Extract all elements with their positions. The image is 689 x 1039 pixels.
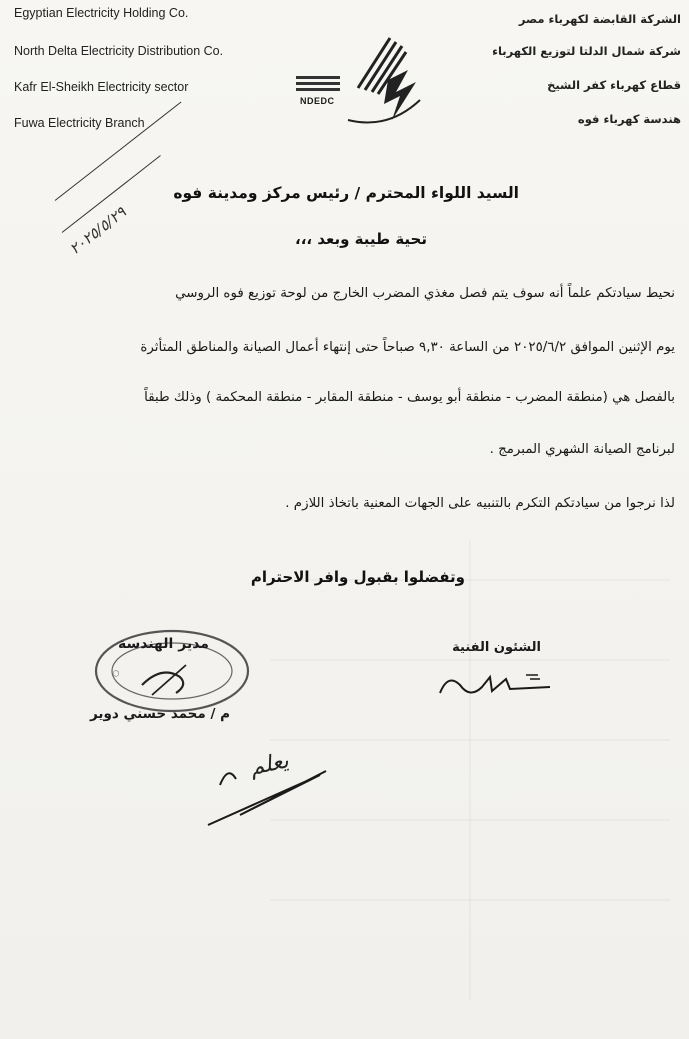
svg-text:○: ○ xyxy=(110,667,122,679)
engineering-manager-title: مدير الهندسة xyxy=(118,636,209,652)
handwritten-note: يعلم xyxy=(247,748,291,781)
header-right-line-3: قطاع كهرباء كفر الشيخ xyxy=(547,78,681,92)
engineering-manager-name: م / محمد حسني دوير xyxy=(90,706,230,722)
bleed-through-lines xyxy=(270,540,670,1000)
company-logo xyxy=(288,30,438,130)
technical-affairs-label: الشئون الفنية xyxy=(452,640,541,655)
header-left-line-3: Kafr El-Sheikh Electricity sector xyxy=(14,80,189,94)
closing: وتفضلوا بقبول وافر الاحترام xyxy=(250,568,465,586)
body-line-1: نحيط سيادتكم علماً أنه سوف يتم فصل مغذي المضرب الخارج من لوحة توزيع فوه الروسي xyxy=(175,286,675,301)
body-line-5: لذا نرجوا من سيادتكم التكرم بالتنبيه على الجهات المعنية باتخاذ اللازم . xyxy=(285,496,675,511)
lightning-logo-icon xyxy=(288,30,438,130)
header-left-line-4: Fuwa Electricity Branch xyxy=(14,116,145,130)
logo-abbreviation: NDEDC xyxy=(300,96,335,106)
header-left-line-1: Egyptian Electricity Holding Co. xyxy=(14,6,189,20)
handwritten-date xyxy=(52,172,162,262)
header-right-line-2: شركة شمال الدلتا لتوزيع الكهرباء xyxy=(492,44,681,58)
body-line-4: لبرنامج الصيانة الشهري المبرمج . xyxy=(489,442,675,457)
header-left-line-2: North Delta Electricity Distribution Co. xyxy=(14,44,224,58)
addressee: السيد اللواء المحترم / رئيس مركز ومدينة فوه xyxy=(173,184,519,202)
header-right-line-4: هندسة كهرباء فوه xyxy=(577,112,681,126)
greeting: تحية طيبة وبعد ،،، xyxy=(295,230,427,248)
body-line-3: بالفصل هي (منطقة المضرب - منطقة أبو يوسف - منطقة المقابر - منطقة المحكمة ) وذلك طبقاً xyxy=(144,390,675,405)
handwritten-date-text: ٢٠٢٥/٥/٢٩ xyxy=(66,203,130,259)
header-right-line-1: الشركة القابضة لكهرباء مصر xyxy=(518,12,681,26)
body-line-2: يوم الإثنين الموافق ٢٠٢٥/٦/٢ من الساعة ٩,٣٠ صباحاً حتى إنتهاء أعمال الصيانة والمناطق المتأثرة xyxy=(140,340,675,355)
